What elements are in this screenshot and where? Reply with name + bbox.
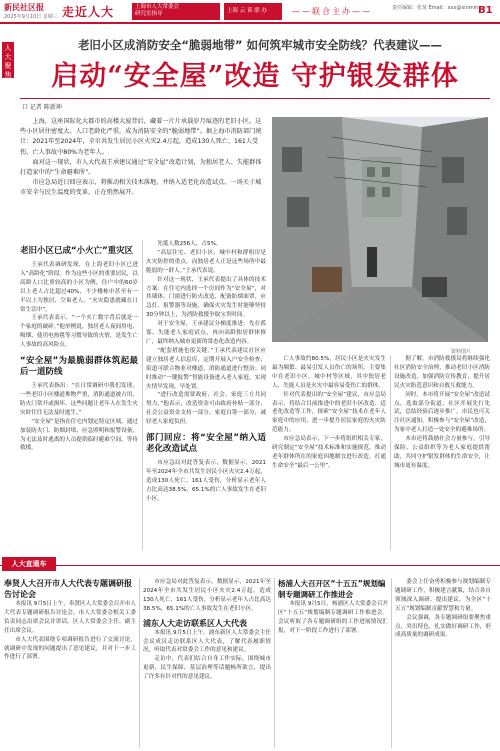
body-paragraph: 王承代表调研发现，在上海老旧小区已进入“高龄化”阶段。作为这些小区的重要居民，以高龄人口比重较高的小区为例，住户中的60岁以上老人占比超过40%，不少楼栋中甚至有一半以上为独居、空巢老人，“火灾隐患就藏在日常生活中”。: [20, 262, 138, 313]
body-paragraph: 先抵人数256人，占5%。: [157, 241, 222, 247]
main-headline: 启动“安全屋”改造 守护银发群体: [51, 61, 459, 92]
page-number: B1: [478, 5, 493, 16]
column-divider: [274, 578, 275, 748]
editor-info: 责任编辑：张某 Email：xxx@xinmin.cn: [392, 5, 486, 11]
alley-photo: [272, 117, 488, 342]
body-paragraph: 本市还将鼓励社会力量参与，引导保险、公益组织等为老人家庭提供帮助，共同守护银发群体的生命安全，让城市更有温度。: [394, 436, 490, 469]
news-body: [143, 578, 271, 614]
lead-paragraph: 面对这一现状，市人大代表王承建议通过“安全屋”改造计划，为独居老人、失能群体打造家中的“生命避难所”。: [20, 158, 262, 177]
header-slogan: ——联合主办——: [292, 7, 372, 16]
column-name: 走近人大: [62, 5, 115, 19]
body-paragraph: 市应急局对此答复表示，数据显示，2021年至2024年全市共发生居民小区火灾2.4万起，造成130人死亡、161人受伤，分析显示老年人占比高达38.5%，65.1%的亡人事故发生在老旧小区。: [146, 460, 266, 502]
column-divider: [142, 240, 143, 550]
body-paragraph: 亡人事故约80.5%，居民小区是火灾发生最为频繁、最易引发人员伤亡的场所。主要集中在老旧小区、城中村等区域，其中独居老人、失能人员是火灾中最容易受伤亡的群体。: [272, 356, 386, 389]
column-divider: [139, 578, 140, 748]
issue-date: 2025年9月10日 星期三: [4, 14, 58, 20]
article-column-3: [272, 355, 386, 471]
co-organizer-banner-left: [132, 3, 220, 20]
news-item: [143, 578, 271, 748]
article-column-1: [20, 240, 138, 453]
news-strip-label: 人大直通车: [2, 557, 56, 571]
news-paragraph: 市人大代表围绕专项调研报告进行了交流讨论，就调研中发现的问题提出了意见建议，并对下一步工作进行了部署。: [4, 636, 136, 661]
news-item: [4, 578, 136, 748]
news-paragraph: 市应急局对此答复表示，数据显示，2021年至2024年全市共发生居民小区火灾2.4万起，造成130人死亡、161人受伤，分析显示老年人占比高达38.5%，65.1%的亡人事故发生在老旧小区。: [143, 579, 271, 612]
news-paragraph: 本报讯 9月5日，杨浦区人大常委会召开区“十五五”规划编制专题调研工作推进会。会议听取了各专题调研组的工作进展情况汇报，对下一阶段工作进行了部署。: [278, 601, 388, 634]
column-divider: [391, 578, 392, 748]
body-paragraph: 针对代表提出的“安全屋”建议，市应急局表示，将结合目前推进中的老旧小区改造、适老化改造等工作，探索“安全屋”技术在老年人家庭中的应用，进一步提升居民家庭的火灾防范能力。: [272, 391, 386, 434]
news-body: [395, 578, 491, 640]
alley-photo-illustration: [272, 117, 488, 342]
headline-divider: [20, 98, 490, 99]
body-paragraph: 针对这一现状，王承代表提出了具体的技术方案：在住宅内选择一个房间作为“安全屋”，对其墙体、门窗进行防火改造，配备防烟面罩、应急灯、报警器等设施，确保火灾发生时能够坚持30分钟以上，为消防救援争取宝贵时间。: [146, 276, 266, 319]
news-title: 浦东人大走访联系区人大代表: [143, 618, 247, 628]
banner-left-line-2: 研究室指导: [135, 11, 163, 17]
paper-name: 新民社区报: [4, 3, 44, 12]
subheading: “安全屋”为最脆弱群体筑起最后一道防线: [20, 356, 138, 378]
news-paragraph: 本报讯 9月5日上午，浦东新区人大常委会主任会议成员走访联系区人大代表，了解代表履职情况，听取代表对常委会工作的意见和建议。: [143, 629, 271, 654]
news-title: 杨浦人大召开区“十五五”规划编制专题调研工作推进会: [278, 579, 386, 599]
subheading: 老旧小区已成“小火亡”重灾区: [20, 246, 134, 256]
news-item: [395, 578, 491, 748]
body-paragraph: 据了解，市消防救援局将继续强化社区消防安全治理，推动老旧小区消防设施改造，加强消防宣传教育，提升居民火灾防范意识和自救互救能力。: [394, 356, 490, 389]
lead-paragraph: 市应急局近日回应表示，将推动相关技术落地，并纳入适老化改造试点。一场关于城市安全与民生温度的变革，正在悄然展开。: [20, 179, 262, 197]
article-column-4: [394, 355, 490, 471]
news-title: 奉贤人大召开市人大代表专题调研报告讨论会: [4, 579, 132, 599]
body-paragraph: “高层住宅、老旧小区、城中村和群租房是火灾防控的重点，而独居老人正是这些场所中最脆弱的一群人。”王承代表说。: [146, 249, 266, 274]
subheading: 部门回应：将“安全屋”纳入适老化改造试点: [146, 433, 266, 455]
banner-left-line-1: 上海市人大常委会: [135, 4, 180, 10]
photo-caption: 资料图片: [451, 349, 472, 355]
byline: 口 记者 陈新坤: [22, 104, 62, 111]
column-divider: [390, 355, 391, 550]
section-label: 人大聚焦: [2, 42, 14, 78]
body-paragraph: “安全屋”是指在住宅内划定特定区域，通过加装防火门、防烟封堵、应急照明和报警设备，为无法及时逃离的人员提供临时避难空间，等待救援。: [20, 418, 138, 452]
body-paragraph: 王承代表表示，“一个火亡数字背后就是一个家庭的破碎。”他举例说，独居老人夜间用电、吸烟、使用电热毯等习惯导致的火情，是发生亡人事故的高风险点。: [20, 315, 138, 349]
co-organizer-banner-right: [224, 3, 282, 20]
news-paragraph: 会议强调，各专题调研组要聚焦重点、突出特色，扎实做好调研工作，形成高质量的调研成果。: [395, 614, 491, 639]
news-body: [4, 600, 136, 662]
body-paragraph: “进行改造需要政府、社会、家庭三方共同努力，”他表示，改造资金可由政府补贴一部分、社会公益资金支持一部分、家庭自筹一部分，减轻老人家庭负担。: [146, 392, 266, 426]
body-paragraph: 同时，本市将开展“安全屋”改造试点，选取部分街道、社区开展先行先试，总结经验后逐步推广。市民也可关注社区通知，积极参与“安全屋”改造，为家中老人打造一处安全的避难场所。: [394, 391, 490, 434]
kicker-headline: 老旧小区成消防安全“脆弱地带” 如何筑牢城市安全防线？代表建议——: [77, 38, 443, 52]
news-paragraph: 走访中，代表们结合自身工作实际，围绕城市更新、民生保障、基层治理等话题畅所欲言，提出了许多有针对性的意见建议。: [143, 656, 271, 681]
news-strip-divider: [0, 565, 500, 566]
news-body: [143, 629, 271, 682]
banner-right-line: 上海 云 诉 联 办: [227, 8, 267, 14]
body-paragraph: 市应急局表示，下一步将组织相关专家，研究制定“安全屋”技术标准和实施规范，推动老年群体所在的家庭因地制宜进行改造，打通生命安全“最后一公里”。: [272, 436, 386, 469]
news-body: [278, 600, 388, 636]
body-paragraph: 对于安全屋，王承建议分梯度推进：先在孤寡、失能老人家庭试点，再向高龄独居群体推广，最终纳入城市更新的常态化改造内容。: [146, 321, 266, 345]
lead-paragraphs: [20, 117, 265, 199]
article-column-2: [146, 240, 266, 504]
news-paragraph: 委会上任奋勇积极参与规划编制专题调研工作，积极建言献策，结合各自领域深入调研、提出建议，为全区“十五五”规划编制贡献智慧和力量。: [395, 579, 491, 612]
lead-paragraph: 上海，这座国际化大都市的高楼大厦背后，藏着一片片承载岁月痕迹的老旧小区。这些小区居住密度大、人口老龄化严重，成为消防安全的“脆弱地带”。据上海市消防部门统计：2021年至2024年，全市共发生居民小区火灾2.4万起，造成130人死亡、161人受伤，亡人事故中80%为老年人。: [20, 118, 262, 156]
news-paragraph: 本报讯 9月5日上午，奉贤区人大常委会召开市人大代表专题调研报告讨论会，市人大常委会相关工委负责同志出席会议并讲话。区人大常委会主任、副主任出席会议。: [4, 601, 136, 634]
body-paragraph: 王承代表指出：“在日常调研中我们发现，一些老旧小区楼道堆物严重，消防通道被占用，防火门常开或损坏，这些问题让老年人在发生火灾时往往无法及时逃生。”: [20, 383, 138, 416]
news-item: [278, 578, 388, 748]
body-paragraph: “配套措施也很关键，”王承代表建议社区应建立独居老人信息库，定期开展入户安全检查；街道可联合物业对楼道、消防通道进行整治；同时推动“一键报警”智能设备进入老人家庭，实现火情早发现、早处置。: [146, 347, 266, 390]
